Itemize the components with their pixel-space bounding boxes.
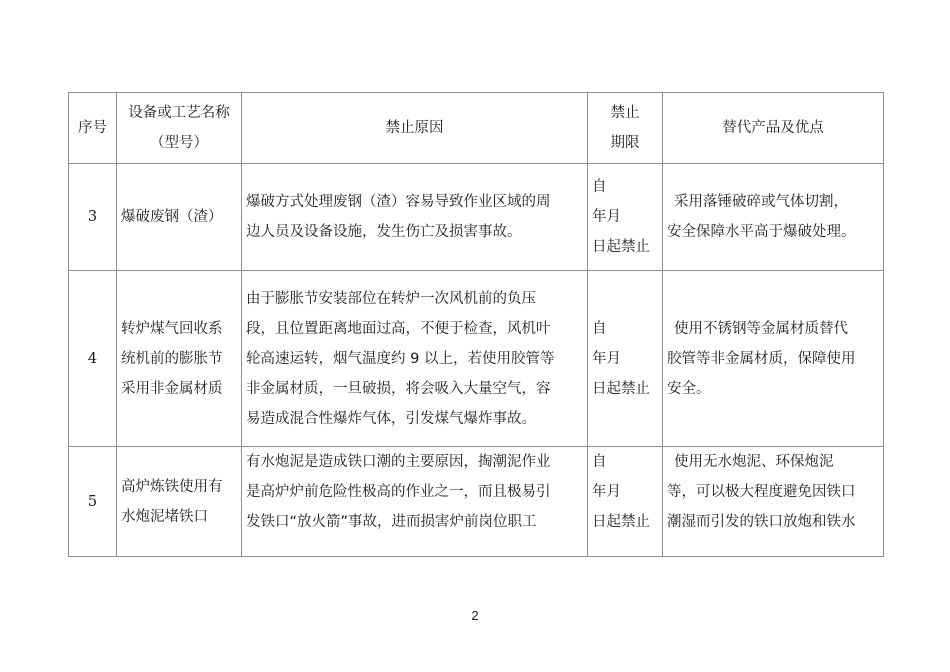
alt-line: 使用不锈钢等金属材质替代	[674, 320, 848, 337]
table-row	[69, 271, 884, 447]
reason-line: 边人员及设备设施，发生伤亡及损害事故。	[246, 224, 522, 240]
row-reason	[242, 447, 588, 557]
row-seq: 3	[69, 164, 117, 271]
header-period-line2: 期限	[610, 135, 640, 151]
row-reason	[242, 164, 588, 271]
reason-line: 发铁口“放火箭”事故，进而损害炉前岗位职工	[246, 514, 537, 530]
period-line: 日起禁止	[592, 239, 650, 255]
alt-line: 潮湿而引发的铁口放炮和铁水	[667, 514, 856, 530]
reason-line: 轮高速运转，烟气温度约 9 以上，若使用胶管等	[246, 350, 555, 367]
reason-line: 有水炮泥是造成铁口潮的主要原因，掏潮泥作业	[246, 454, 551, 470]
name-line: 水炮泥堵铁口	[121, 508, 208, 525]
row-period	[588, 271, 663, 447]
reason-line: 由于膨胀节安装部位在转炉一次风机前的负压	[246, 290, 536, 307]
name-line: 转炉煤气回收系	[121, 320, 223, 337]
header-alt: 替代产品及优点	[663, 93, 884, 164]
header-name-line1: 设备或工艺名称	[128, 105, 230, 121]
alt-line: 采用落锤破碎或气体切割，	[674, 194, 848, 210]
table-row	[69, 164, 884, 271]
row-alt	[663, 447, 884, 557]
header-period-line1: 禁止	[610, 105, 640, 121]
period-line: 日起禁止	[592, 380, 650, 397]
header-name	[117, 93, 242, 164]
reason-line: 易造成混合性爆炸气体，引发煤气爆炸事故。	[246, 410, 536, 427]
table-row	[69, 447, 884, 557]
period-line: 自	[592, 454, 607, 470]
row-alt	[663, 271, 884, 447]
name-line: 采用非金属材质	[121, 380, 223, 397]
page-number: 2	[471, 608, 479, 623]
name-line: 爆破废钢（渣）	[121, 209, 223, 225]
reason-line: 段，且位置距离地面过高，不便于检查，风机叶	[246, 320, 551, 337]
row-seq: 4	[69, 271, 117, 447]
reason-line: 非金属材质，一旦破损，将会吸入大量空气，容	[246, 380, 551, 397]
period-line: 年月	[592, 209, 621, 225]
row-name	[117, 447, 242, 557]
period-line: 年月	[592, 350, 621, 367]
reason-line: 爆破方式处理废钢（渣）容易导致作业区域的周	[246, 194, 551, 210]
period-line: 日起禁止	[592, 514, 650, 530]
row-alt	[663, 164, 884, 271]
name-line: 高炉炼铁使用有	[121, 478, 223, 495]
row-name	[117, 271, 242, 447]
row-name	[117, 164, 242, 271]
period-line: 自	[592, 320, 607, 337]
row-reason	[242, 271, 588, 447]
header-reason: 禁止原因	[242, 93, 588, 164]
alt-line: 安全。	[667, 380, 711, 397]
alt-line: 胶管等非金属材质，保障使用	[667, 350, 856, 367]
header-name-line2: （型号）	[150, 135, 208, 151]
row-seq: 5	[69, 447, 117, 557]
alt-line: 安全保障水平高于爆破处理。	[667, 224, 856, 240]
period-line: 年月	[592, 484, 621, 500]
header-period	[588, 93, 663, 164]
table-header-row	[69, 93, 884, 164]
row-period	[588, 447, 663, 557]
alt-line: 使用无水炮泥、环保炮泥	[674, 454, 834, 470]
prohibited-equipment-table	[68, 92, 884, 557]
reason-line: 是高炉炉前危险性极高的作业之一，而且极易引	[246, 484, 551, 500]
name-line: 统机前的膨胀节	[121, 350, 223, 367]
row-period	[588, 164, 663, 271]
alt-line: 等，可以极大程度避免因铁口	[667, 484, 856, 500]
header-seq: 序号	[69, 93, 117, 164]
period-line: 自	[592, 179, 607, 195]
